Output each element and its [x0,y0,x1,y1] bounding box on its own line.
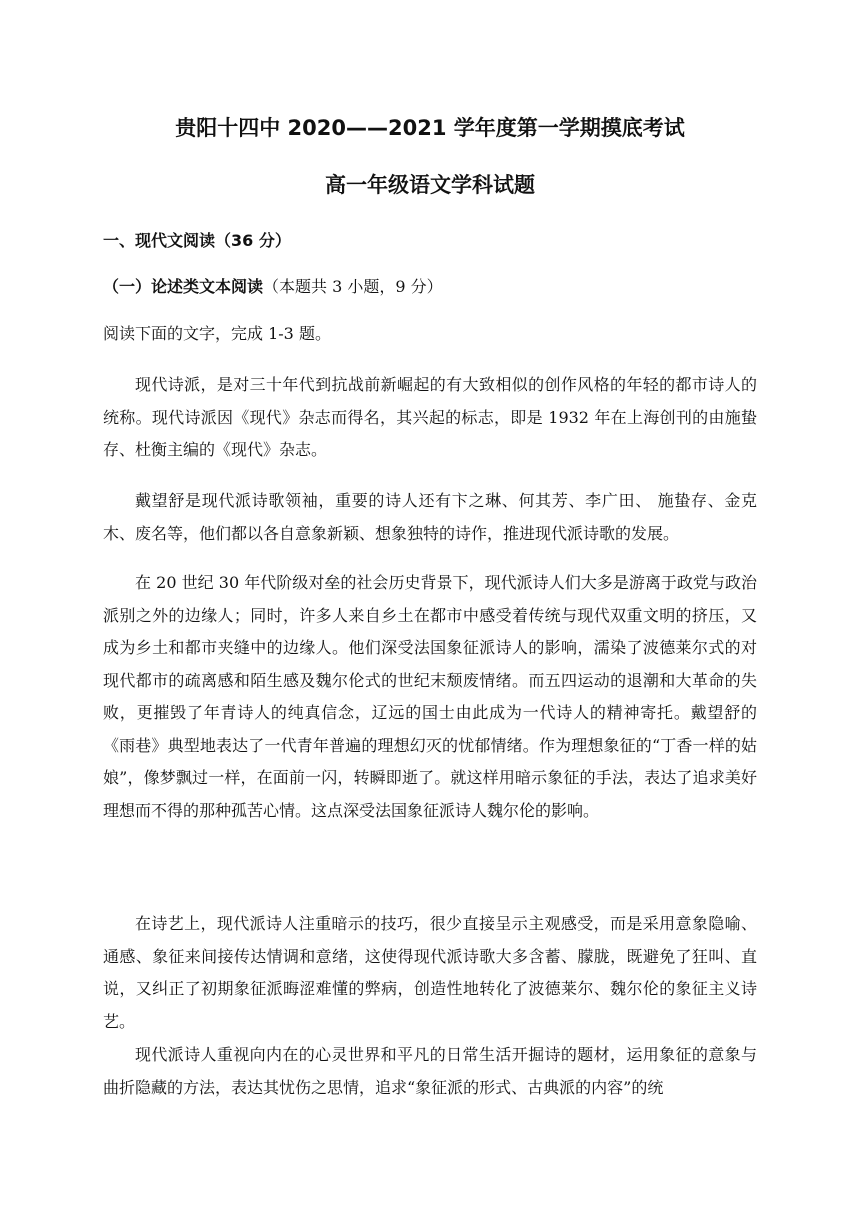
reading-instruction: 阅读下面的文字，完成 1-3 题。 [103,324,331,343]
paragraph-2: 戴望舒是现代派诗歌领袖，重要的诗人还有卞之琳、何其芳、李广田、 施蛰存、金克木、废名等，他们都以各自意象新颖、想象独特的诗作，推进现代派诗歌的发展。 [103,491,757,543]
subsection-label: （一）论述类文本阅读 [103,277,264,296]
exam-title: 贵阳十四中 2020——2021 学年度第一学期摸底考试 [175,116,685,140]
subsection-heading [103,275,443,299]
paragraph-5: 现代派诗人重视向内在的心灵世界和平凡的日常生活开掘诗的题材，运用象征的意象与曲折隐藏的方法，表达其忧伤之思情，追求“象征派的形式、古典派的内容”的统 [103,1045,757,1097]
paragraph-1: 现代诗派，是对三十年代到抗战前新崛起的有大致相似的创作风格的年轻的都市诗人的统称。现代诗派因《现代》杂志而得名，其兴起的标志，即是 1932 年在上海创刊的由施蛰存、杜衡主编的《现代》杂志。 [103,375,757,459]
paragraph-4: 在诗艺上，现代派诗人注重暗示的技巧，很少直接呈示主观感受，而是采用意象隐喻、通感、象征来间接传达情调和意绪，这使得现代派诗歌大多含蓄、朦胧，既避免了狂叫、直说，又纠正了初期象征派晦涩难懂的弊病，创造性地转化了波德莱尔、魏尔伦的象征主义诗艺。 [103,914,757,1031]
exam-subtitle: 高一年级语文学科试题 [325,173,535,197]
subsection-note: （本题共 3 小题，9 分） [263,277,443,296]
section-heading: 一、现代文阅读（36 分） [103,231,291,250]
paragraph-3: 在 20 世纪 30 年代阶级对垒的社会历史背景下，现代派诗人们大多是游离于政党与政治派别之外的边缘人；同时，许多人来自乡土在都市中感受着传统与现代双重文明的挤压，又成为乡土和都市夹缝中的边缘人。他们深受法国象征派诗人的影响，濡染了波德莱尔式的对现代都市的疏离感和陌生感及魏尔伦式的世纪末颓废情绪。而五四运动的退潮和大革命的失败，更摧毁了年青诗人的纯真信念，辽远的国士由此成为一代诗人的精神寄托。戴望舒的《雨巷》典型地表达了一代青年普遍的理想幻灭的忧郁情绪。作为理想象征的“丁香一样的姑娘”，像梦飘过一样，在面前一闪，转瞬即逝了。就这样用暗示象征的手法，表达了追求美好理想而不得的那种孤苦心情。这点深受法国象征派诗人魏尔伦的影响。 [103,573,757,820]
